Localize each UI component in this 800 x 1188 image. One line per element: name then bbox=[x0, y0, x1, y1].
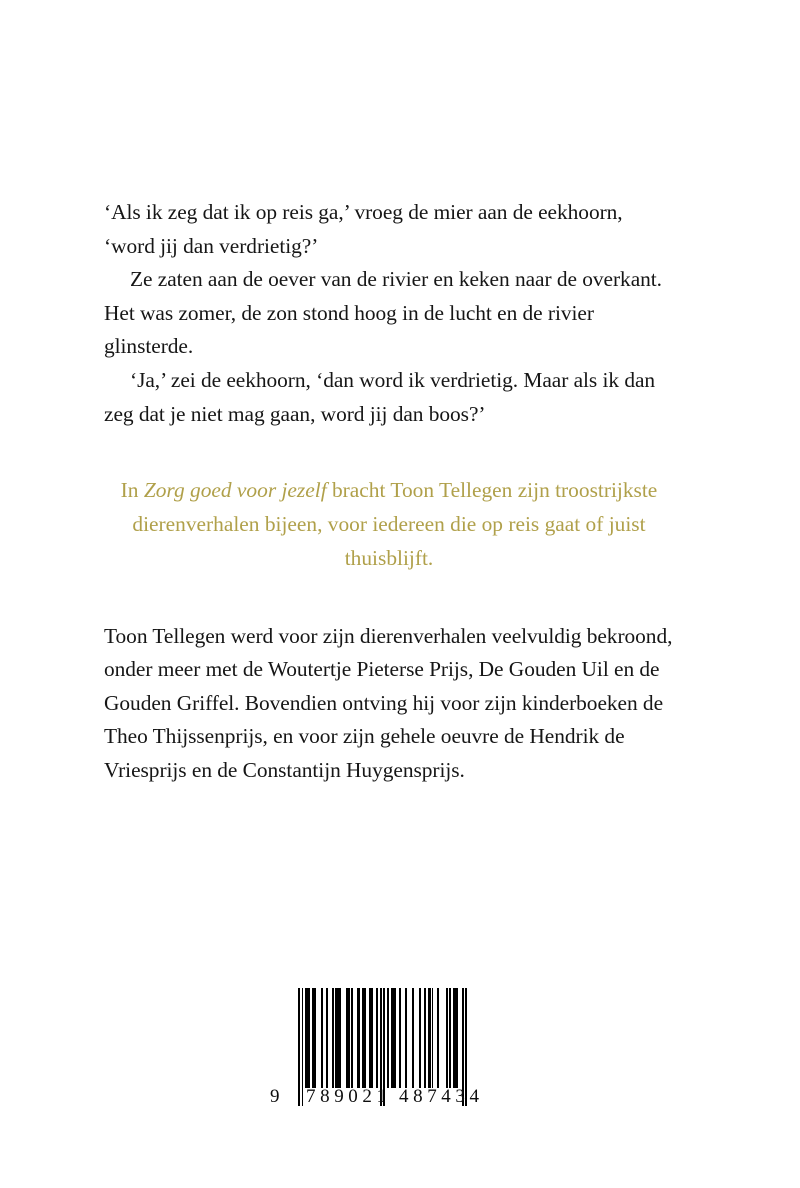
barcode-bar bbox=[387, 988, 389, 1088]
excerpt-paragraph-3: ‘Ja,’ zei de eekhoorn, ‘dan word ik verdrietig. Maar als ik dan zeg dat je niet mag gaan, word jij dan boos?’ bbox=[104, 367, 656, 426]
biography-text: Toon Tellegen werd voor zijn dierenverhalen veelvuldig bekroond, onder meer met de Woutertje Pieterse Prijs, De Gouden Uil en de Gouden Griffel. Bovendien ontving hij voor zijn kinderboeken de Theo Thijssenprijs, en voor zijn gehele oeuvre de Hendrik de Vriesprijs en de Constantijn Huygensprijs. bbox=[104, 623, 673, 782]
promo-book-title: Zorg goed voor jezelf bbox=[143, 478, 327, 503]
barcode-bar bbox=[332, 988, 334, 1088]
biography-block bbox=[104, 620, 674, 788]
barcode-bar bbox=[351, 988, 353, 1088]
barcode-bar bbox=[348, 988, 350, 1088]
barcode-bar bbox=[371, 988, 373, 1088]
barcode-bar bbox=[424, 988, 426, 1088]
excerpt-paragraph-2: Ze zaten aan de oever van de rivier en keken naar de overkant. Het was zomer, de zon stond hoog in de lucht en de rivier glinsterde. bbox=[104, 267, 662, 359]
barcode-bar bbox=[314, 988, 316, 1088]
barcode-digit-left: 9 bbox=[270, 1086, 281, 1107]
barcode-bar bbox=[376, 988, 378, 1088]
barcode-bar bbox=[405, 988, 407, 1088]
promo-rest: bracht Toon Tellegen zijn troostrijkste dierenverhalen bijeen, voor iedereen die op reis gaat of juist thuisblijft. bbox=[132, 478, 658, 570]
barcode bbox=[270, 988, 484, 1112]
barcode-bar bbox=[419, 988, 421, 1088]
excerpt-paragraph-1: ‘Als ik zeg dat ik op reis ga,’ vroeg de mier aan de eekhoorn, ‘word jij dan verdrietig?’ bbox=[104, 200, 623, 258]
barcode-bar bbox=[394, 988, 396, 1088]
barcode-bar bbox=[309, 988, 311, 1088]
barcode-bar bbox=[412, 988, 414, 1088]
barcode-bar bbox=[446, 988, 448, 1088]
barcode-digit-group-1: 789021 bbox=[306, 1086, 391, 1107]
promo-lead: In bbox=[120, 478, 144, 503]
barcode-bar bbox=[449, 988, 451, 1088]
barcode-digit-group-2: 487434 bbox=[399, 1086, 484, 1107]
barcode-bar bbox=[326, 988, 328, 1088]
barcode-bar bbox=[437, 988, 439, 1088]
barcode-bar bbox=[432, 988, 434, 1088]
barcode-bar bbox=[321, 988, 323, 1088]
text-column bbox=[104, 196, 674, 788]
barcode-digits bbox=[270, 1086, 484, 1112]
excerpt-block bbox=[104, 196, 674, 431]
barcode-bar bbox=[456, 988, 458, 1088]
barcode-bar bbox=[339, 988, 341, 1088]
promo-block bbox=[104, 474, 674, 575]
barcode-bar bbox=[359, 988, 361, 1088]
barcode-bar bbox=[364, 988, 366, 1088]
barcode-bar bbox=[399, 988, 401, 1088]
